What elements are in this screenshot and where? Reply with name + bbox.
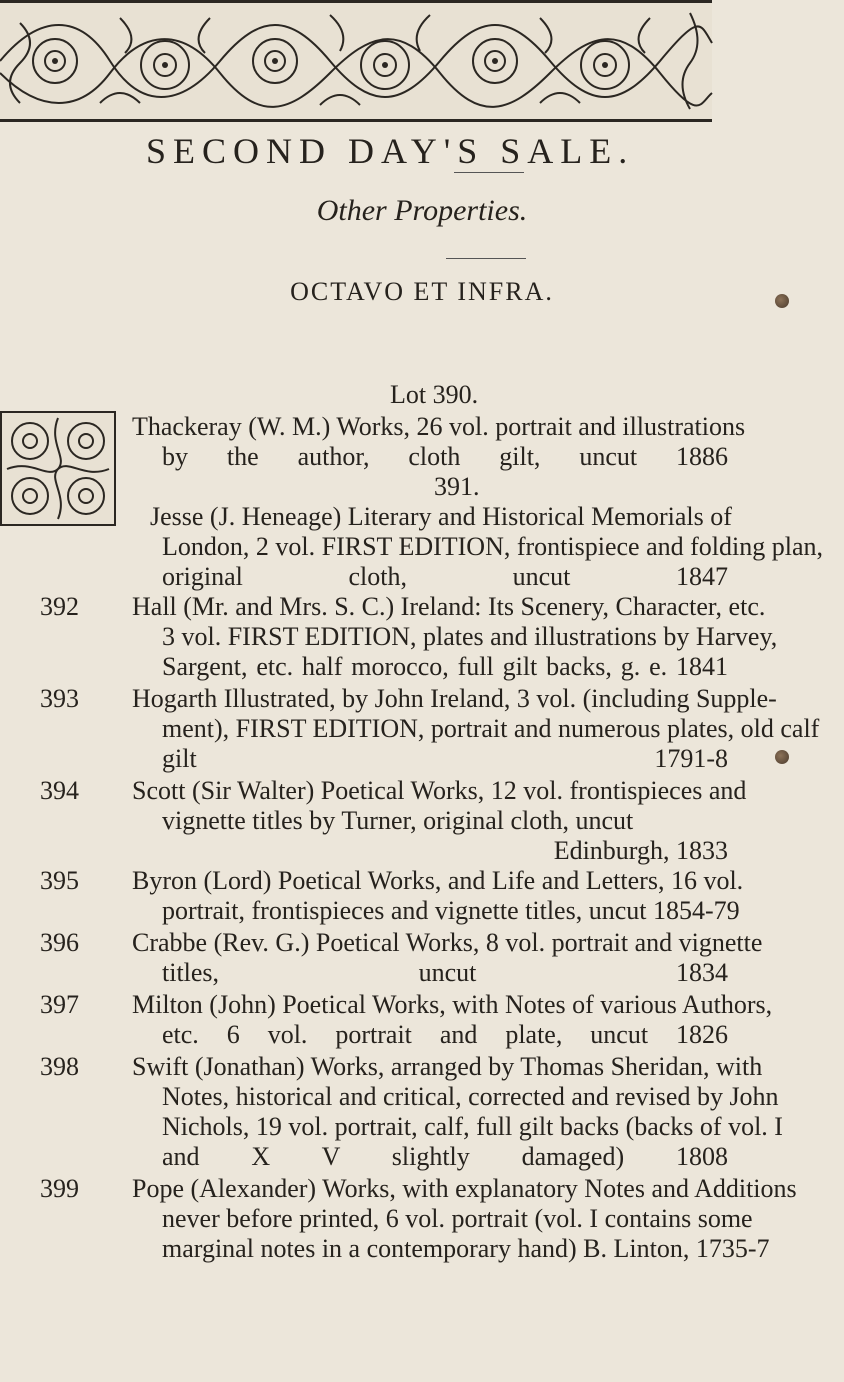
page-subtitle: Other Properties. — [316, 194, 528, 227]
lot-line: gilt 1791-8 — [162, 744, 728, 773]
lot-number: 397 — [40, 990, 79, 1019]
lot-line: Thackeray (W. M.) Works, 26 vol. portrait and illustrations — [132, 412, 746, 441]
lot-entry — [132, 1052, 783, 1172]
lot-line: vignette titles by Turner, original cloth, uncut — [162, 806, 634, 835]
lot-entry — [132, 928, 763, 988]
lot-number: 392 — [40, 592, 79, 621]
lot-number: 391. — [434, 472, 480, 501]
lot-line: Scott (Sir Walter) Poetical Works, 12 vol. frontispieces and — [132, 776, 747, 805]
section-heading: OCTAVO ET INFRA. — [290, 277, 554, 306]
lot-line: by the author, cloth gilt, uncut 1886 — [162, 442, 728, 471]
lot-line: Jesse (J. Heneage) Literary and Historical Memorials of — [150, 502, 732, 531]
margin-stain-icon — [775, 750, 789, 764]
margin-stain-icon — [775, 294, 789, 308]
lot-line: and X V slightly damaged) 1808 — [162, 1142, 728, 1171]
page-title: SECOND DAY'S SALE. — [146, 131, 635, 171]
lot-number: Lot 390. — [390, 380, 479, 409]
lot-number: 393 — [40, 684, 79, 713]
lot-number: 394 — [40, 776, 79, 805]
lot-line: Sargent, etc. half morocco, full gilt backs, g. e. 1841 — [162, 652, 728, 681]
lot-line: marginal notes in a contemporary hand) B. Linton, 1735-7 — [162, 1234, 770, 1263]
lot-entry — [132, 592, 778, 682]
lot-entry — [132, 866, 744, 926]
lot-line: Nichols, 19 vol. portrait, calf, full gilt backs (backs of vol. I — [162, 1112, 783, 1141]
title-divider — [454, 172, 524, 173]
lot-line: never before printed, 6 vol. portrait (vol. I contains some — [162, 1204, 753, 1233]
lot-entry — [132, 684, 820, 774]
lot-line: Byron (Lord) Poetical Works, and Life and Letters, 16 vol. — [132, 866, 744, 895]
lot-line: Hogarth Illustrated, by John Ireland, 3 vol. (including Supple- — [132, 684, 777, 713]
lot-line: Milton (John) Poetical Works, with Notes of various Authors, — [132, 990, 773, 1019]
lot-line: Hall (Mr. and Mrs. S. C.) Ireland: Its Scenery, Character, etc. — [132, 592, 766, 621]
lot-line: etc. 6 vol. portrait and plate, uncut 1826 — [162, 1020, 728, 1049]
scrollwork-ornament-icon — [0, 3, 712, 119]
lot-number: 399 — [40, 1174, 79, 1203]
floral-initial-icon — [2, 413, 114, 524]
lot-line: Notes, historical and critical, corrected and revised by John — [162, 1082, 779, 1111]
lot-line: portrait, frontispieces and vignette titles, uncut 1854-79 — [162, 896, 740, 925]
lot-line: original cloth, uncut 1847 — [162, 562, 728, 591]
lot-number: 396 — [40, 928, 79, 957]
lot-line: Edinburgh, 1833 — [553, 836, 728, 865]
subtitle-divider — [446, 258, 526, 259]
lot-entry — [132, 412, 746, 472]
lot-line: Swift (Jonathan) Works, arranged by Thomas Sheridan, with — [132, 1052, 763, 1081]
lot-line: Pope (Alexander) Works, with explanatory Notes and Additions — [132, 1174, 797, 1203]
ornamental-header-banner — [0, 0, 712, 122]
lot-line: titles, uncut 1834 — [162, 958, 728, 987]
lot-number: 398 — [40, 1052, 79, 1081]
lot-entry — [132, 1174, 797, 1264]
lot-line: ment), FIRST EDITION, portrait and numerous plates, old calf — [162, 714, 820, 743]
lot-line: Crabbe (Rev. G.) Poetical Works, 8 vol. portrait and vignette — [132, 928, 763, 957]
lot-line: London, 2 vol. FIRST EDITION, frontispiece and folding plan, — [162, 532, 823, 561]
lot-number: 395 — [40, 866, 79, 895]
lot-entry — [132, 776, 747, 866]
lot-entry-continued — [132, 532, 823, 592]
lot-entry — [132, 990, 773, 1050]
lot-line: 3 vol. FIRST EDITION, plates and illustrations by Harvey, — [162, 622, 778, 651]
decorated-initial-ornament — [0, 411, 116, 526]
lot-entry — [150, 502, 732, 532]
